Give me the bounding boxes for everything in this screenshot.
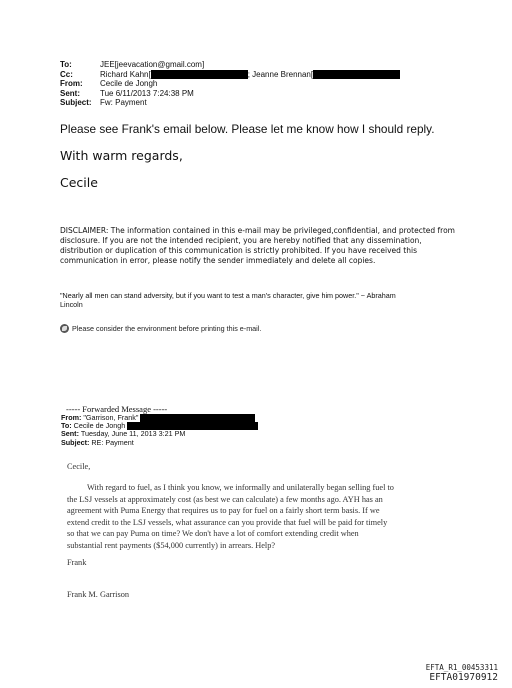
fwd-body-line: so that we can pay Puma on time? We don't have a lot of comfort extending credit when (67, 529, 359, 538)
cc-label: Cc: (60, 69, 73, 79)
to-value: JEE[jeevacation@gmail.com] (100, 60, 205, 69)
leaf-globe-icon (60, 324, 69, 333)
fwd-body-line: With regard to fuel, as I think you know, we informally and unilaterally began selling fuel to (87, 483, 394, 492)
reference-stamp: EFTA_R1_00453311 (425, 663, 498, 672)
redaction-box (151, 70, 248, 79)
from-value: Cecile de Jongh (100, 79, 158, 89)
disclaimer-text: DISCLAIMER: The information contained in this e-mail may be privileged,confidential, and protected from disclosure. If you are not the intended recipient, you are hereby notified that any dissemination, distribution or duplication of this communication is strictly prohibited. If you have received this communication in error, please notify the sender immediately and delete all copies. (60, 226, 455, 265)
from-label: From: (60, 79, 83, 89)
sent-row (60, 89, 400, 99)
subject-label: Subject: (60, 98, 92, 108)
email-header (60, 60, 400, 108)
fwd-body-line: extend credit to the LSJ vessels, what assurance can you provide that fuel will be paid for timely (67, 517, 388, 527)
fwd-body-line: substantial rent payments ($54,000 currently) in arrears. Help? (67, 540, 276, 550)
fwd-to-label: To: (61, 421, 72, 431)
fwd-greeting: Cecile, (67, 462, 91, 471)
cc-value-2: ; Jeanne Brennan[ (247, 69, 314, 79)
fwd-from-label: From: (61, 413, 82, 422)
fwd-sign-full: Frank M. Garrison (67, 590, 129, 599)
sent-value: Tue 6/11/2013 7:24:38 PM (100, 88, 194, 98)
fwd-body-line: the LSJ vessels at approximately cost (as best we can calculate) a few months ago. AYH has an (67, 494, 383, 504)
fwd-sign-short: Frank (67, 558, 87, 567)
fwd-sent-value: Tuesday, June 11, 2013 3:21 PM (80, 429, 186, 439)
fwd-subject-value: RE: Payment (91, 437, 134, 447)
message-closing: With warm regards, (60, 148, 183, 163)
subject-row (60, 98, 400, 108)
message-signature: Cecile (60, 175, 98, 190)
fwd-body (67, 482, 439, 551)
environment-note (60, 324, 261, 333)
to-label: To: (60, 60, 72, 69)
fwd-sent-label: Sent: (61, 429, 79, 439)
cc-row (60, 70, 400, 80)
cc-value-1: Richard Kahn[ (100, 69, 151, 79)
fwd-body-line: agreement with Puma Energy that requires us to pay for fuel on a fairly short term basis. If we (67, 506, 380, 515)
environment-note-text: Please consider the environment before printing this e-mail. (72, 324, 262, 333)
message-line: Please see Frank's email below. Please let me know how I should reply. (60, 122, 435, 136)
fwd-to-value: Cecile de Jongh (73, 421, 126, 431)
quote-text: "Nearly all men can stand adversity, but if you want to test a man's character, give him power." ~ Abraham Lincoln (60, 291, 396, 309)
subject-value: Fw: Payment (100, 98, 147, 108)
from-row (60, 79, 400, 89)
forwarded-title: ----- Forwarded Message ----- (66, 404, 168, 414)
fwd-subject-label: Subject: (61, 437, 90, 447)
redaction-box (313, 70, 400, 79)
fwd-from-value: "Garrison, Frank" (83, 413, 139, 422)
document-id-stamp: EFTA01970912 (429, 672, 498, 683)
to-row (60, 60, 400, 70)
forwarded-header (61, 414, 258, 447)
sent-label: Sent: (60, 88, 80, 98)
fwd-subject-row (61, 439, 258, 447)
redaction-box (140, 414, 255, 422)
